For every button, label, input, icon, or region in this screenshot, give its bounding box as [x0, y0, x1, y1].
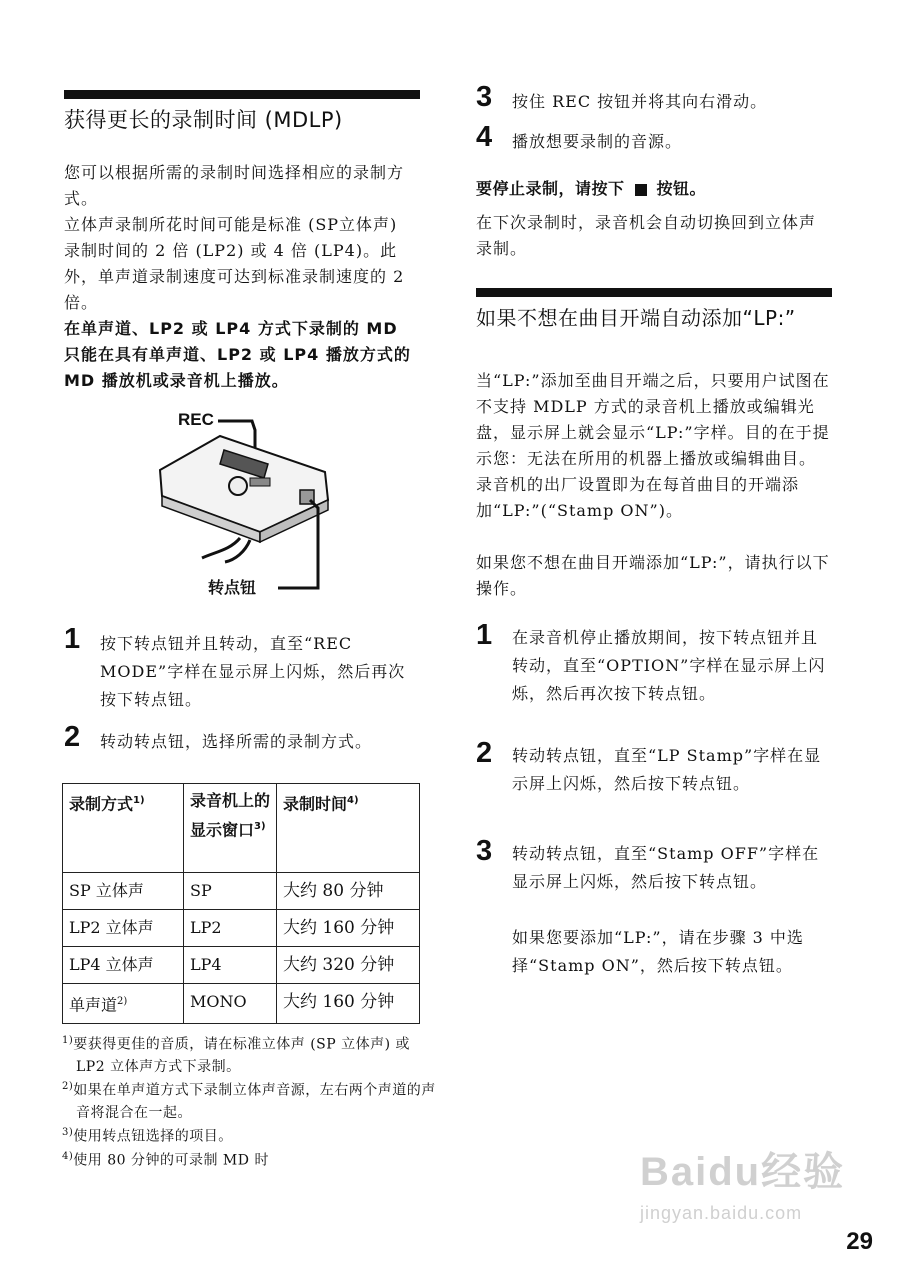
right-section-rule: [476, 288, 832, 297]
right-step-3-number: 3: [476, 81, 493, 113]
stop-recording-heading: [476, 176, 836, 202]
page-title: 获得更长的录制时间 (MDLP): [64, 108, 343, 132]
right-section-step-3-text: 转动转点钮，直至“Stamp OFF”字样在显示屏上闪烁，然后按下转点钮。: [512, 844, 820, 891]
header-time-label: 录制时间: [283, 794, 348, 814]
cell-time: 大约 160 分钟: [277, 984, 420, 1024]
intro-paragraph: 您可以根据所需的录制时间选择相应的录制方式。: [64, 163, 405, 208]
table-row: [63, 910, 420, 947]
table-row: [63, 873, 420, 910]
section-paragraph-2: 如果您不想在曲目开端添加“LP:”，请执行以下操作。: [476, 553, 830, 598]
page-number: 29: [846, 1228, 873, 1255]
footnote-3-mark: 3): [62, 1127, 74, 1138]
footnote-4-text: 使用 80 分钟的可录制 MD 时: [73, 1152, 269, 1169]
cell-display: LP4: [184, 947, 277, 984]
right-section-step-1-text: 在录音机停止播放期间，按下转点钮并且转动，直至“OPTION”字样在显示屏上闪烁，然后再次按下转点钮。: [512, 628, 826, 703]
left-step-1-text: 按下转点钮并且转动，直至“REC MODE”字样在显示屏上闪烁，然后再次按下转点钮。: [100, 634, 406, 709]
recording-ratio-paragraph: 立体声录制所花时间可能是标准 (SP立体声) 录制时间的 2 倍 (LP2) 或 4 倍 (LP4)。此外，单声道录制速度可达到标准录制速度的 2 倍。: [64, 215, 405, 312]
right-step-4-number: 4: [476, 121, 493, 153]
section-title: 如果不想在曲目开端自动添加“LP:”: [476, 306, 796, 330]
header-display: [184, 784, 277, 873]
cell-time: 大约 80 分钟: [277, 873, 420, 910]
right-step-4-text: 播放想要录制的音源。: [512, 132, 683, 151]
cell-mode-label: 单声道: [69, 995, 118, 1015]
footnote-2-mark: 2): [62, 1081, 74, 1092]
right-section-step-2-number: 2: [476, 737, 493, 769]
cell-mode-note: 2): [117, 996, 128, 1007]
cell-mode: LP4 立体声: [63, 947, 184, 984]
cell-mode: [63, 984, 184, 1024]
left-step-2-text: 转动转点钮，选择所需的录制方式。: [100, 732, 373, 751]
cell-mode: SP 立体声: [63, 873, 184, 910]
compatibility-note: 在单声道、LP2 或 LP4 方式下录制的 MD 只能在具有单声道、LP2 或 LP4 播放方式的 MD 播放机或录音机上播放。: [64, 319, 411, 390]
md-recorder-drawing: [150, 400, 350, 600]
stop-heading-text: 要停止录制，请按下: [476, 179, 625, 198]
cell-display: MONO: [184, 984, 277, 1024]
recording-modes-table: [62, 783, 420, 1024]
footnote-1-mark: 1): [62, 1035, 74, 1046]
table-header-row: [63, 784, 420, 873]
stop-recording-text: 在下次录制时，录音机会自动切换回到立体声录制。: [476, 213, 817, 258]
footnote-1: [62, 1030, 436, 1078]
left-step-2-number: 2: [64, 721, 81, 753]
header-time-note: 4): [347, 795, 359, 806]
header-display-label: 录音机上的显示窗口: [190, 791, 271, 840]
right-section-step-2-text: 转动转点钮，直至“LP Stamp”字样在显示屏上闪烁，然后按下转点钮。: [512, 746, 822, 793]
rec-label: REC: [178, 410, 214, 429]
right-section-step-1-number: 1: [476, 619, 493, 651]
stop-icon: [635, 184, 647, 196]
right-section-step-3-number: 3: [476, 835, 493, 867]
baidu-watermark-logo: Baidu经验: [640, 1150, 846, 1194]
cell-display: LP2: [184, 910, 277, 947]
cell-display: SP: [184, 873, 277, 910]
section-paragraph-1: 当“LP:”添加至曲目开端之后，只要用户试图在不支持 MDLP 方式的录音机上播放或编辑光盘，显示屏上就会显示“LP:”字样。目的在于提示您：无法在所用的机器上播放或编辑曲目。录音机的出厂设置即为在每首曲目的开端添加“LP:”(“Stamp ON”)。: [476, 371, 830, 520]
header-display-note: 3): [254, 821, 266, 832]
footnote-4: [62, 1146, 436, 1172]
footnote-3: [62, 1122, 436, 1148]
footnote-3-text: 使用转点钮选择的项目。: [73, 1128, 233, 1145]
cell-time: 大约 160 分钟: [277, 910, 420, 947]
footnote-1-text: 要获得更佳的音质，请在标准立体声 (SP 立体声) 或 LP2 立体声方式下录制。: [73, 1036, 411, 1075]
header-mode: [63, 784, 184, 873]
right-step-3-text: 按住 REC 按钮并将其向右滑动。: [512, 92, 768, 111]
left-title-rule: [64, 90, 420, 99]
baidu-watermark: [640, 1140, 845, 1224]
table-row: [63, 984, 420, 1024]
stop-heading-suffix: 按钮。: [656, 179, 707, 198]
footnote-2-text: 如果在单声道方式下录制立体声音源，左右两个声道的声音将混合在一起。: [73, 1082, 436, 1121]
dial-label: 转点钮: [208, 578, 257, 597]
header-mode-note: 1): [133, 795, 145, 806]
footnote-4-mark: 4): [62, 1151, 74, 1162]
baidu-watermark-url: jingyan.baidu.com: [640, 1203, 803, 1223]
header-time: [277, 784, 420, 873]
table-row: [63, 947, 420, 984]
md-recorder-figure: [150, 400, 350, 600]
cell-mode: LP2 立体声: [63, 910, 184, 947]
left-step-1-number: 1: [64, 623, 81, 655]
footnote-2: [62, 1076, 436, 1124]
header-mode-label: 录制方式: [69, 794, 134, 814]
cell-time: 大约 320 分钟: [277, 947, 420, 984]
right-section-step-3-extra: 如果您要添加“LP:”，请在步骤 3 中选择“Stamp ON”，然后按下转点钮。: [512, 928, 804, 975]
